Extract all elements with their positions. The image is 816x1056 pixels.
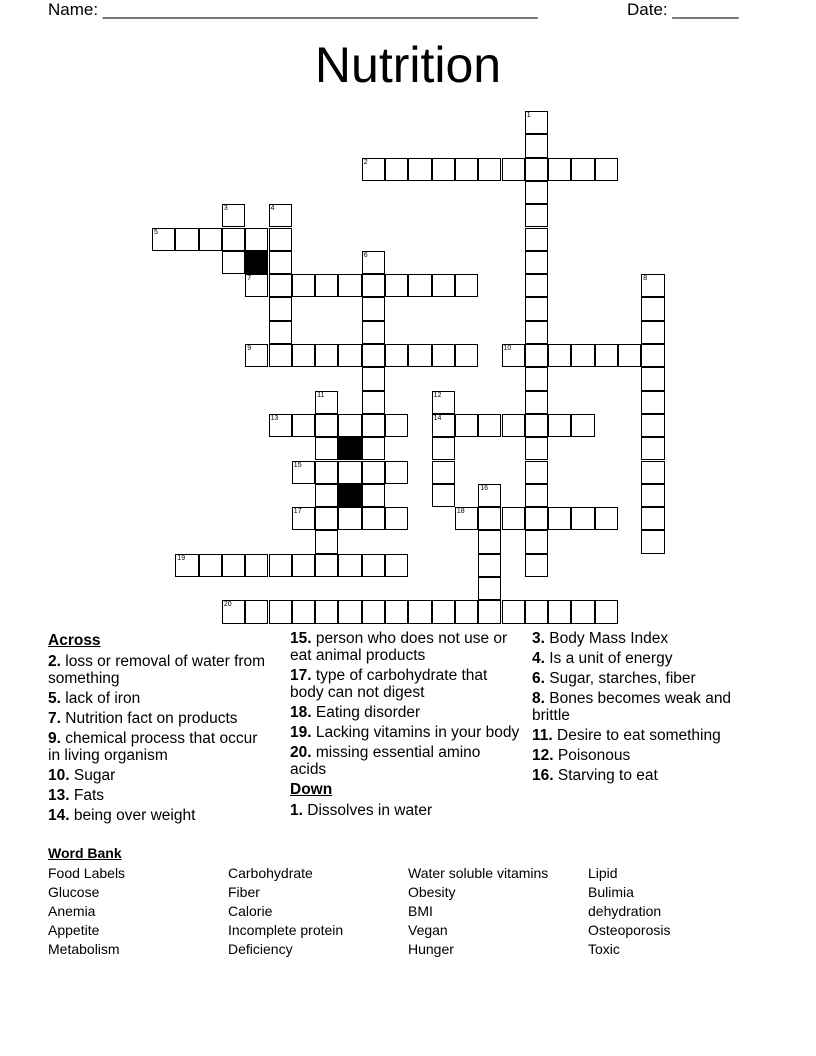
crossword-cell[interactable]	[222, 204, 245, 227]
crossword-cell[interactable]	[525, 484, 548, 507]
clue-item: 19. Lacking vitamins in your body	[290, 724, 520, 741]
crossword-cell[interactable]	[571, 414, 594, 437]
crossword-cell[interactable]	[525, 461, 548, 484]
crossword-cell[interactable]	[478, 484, 501, 507]
crossword-cell[interactable]	[455, 158, 478, 181]
crossword-cell[interactable]	[525, 228, 548, 251]
crossword-cell[interactable]	[525, 158, 548, 181]
crossword-cell[interactable]	[362, 414, 385, 437]
word-bank-item: Vegan	[408, 922, 448, 938]
crossword-cell[interactable]	[641, 507, 664, 530]
crossword-cell[interactable]	[269, 274, 292, 297]
crossword-cell[interactable]	[315, 484, 338, 507]
crossword-cell[interactable]	[385, 600, 408, 623]
crossword-cell[interactable]	[432, 158, 455, 181]
crossword-cell[interactable]	[571, 158, 594, 181]
crossword-cell[interactable]	[432, 484, 455, 507]
crossword-cell[interactable]	[525, 507, 548, 530]
word-bank-item: Bulimia	[588, 884, 634, 900]
clue-item: 10. Sugar	[48, 767, 116, 784]
crossword-cell[interactable]	[571, 344, 594, 367]
crossword-cell[interactable]	[362, 367, 385, 390]
crossword-cell[interactable]	[269, 228, 292, 251]
clue-item: 20. missing essential amino acids	[290, 744, 481, 778]
clue-number: 8	[643, 275, 648, 283]
clue-number: 12	[433, 391, 442, 399]
word-bank-item: Lipid	[588, 865, 618, 881]
crossword-cell[interactable]	[385, 274, 408, 297]
word-bank-item: Anemia	[48, 903, 96, 919]
clue-number: 2	[363, 158, 368, 166]
crossword-cell[interactable]	[338, 461, 361, 484]
clue-item: 7. Nutrition fact on products	[48, 710, 238, 727]
word-bank-item: Obesity	[408, 884, 456, 900]
clue-item: 11. Desire to eat something	[532, 727, 721, 744]
word-bank-item: Carbohydrate	[228, 865, 313, 881]
crossword-cell[interactable]	[222, 600, 245, 623]
word-bank-column	[588, 864, 670, 959]
clue-item: 2. loss or removal of water from something	[48, 653, 266, 687]
crossword-cell[interactable]	[525, 321, 548, 344]
crossword-cell[interactable]	[525, 344, 548, 367]
clue-number: 4	[270, 205, 275, 213]
clue-item: 6. Sugar, starches, fiber	[532, 670, 696, 687]
crossword-cell[interactable]	[315, 391, 338, 414]
crossword-cell[interactable]	[408, 158, 431, 181]
clue-item: 3. Body Mass Index	[532, 630, 669, 647]
crossword-cell[interactable]	[432, 414, 455, 437]
crossword-cell[interactable]	[385, 507, 408, 530]
crossword-cell[interactable]	[502, 507, 525, 530]
crossword-cell[interactable]	[548, 158, 571, 181]
crossword-cell[interactable]	[502, 600, 525, 623]
crossword-cell[interactable]	[315, 507, 338, 530]
crossword-cell[interactable]	[315, 344, 338, 367]
crossword-cell[interactable]	[152, 228, 175, 251]
crossword-cell[interactable]	[362, 344, 385, 367]
crossword-cell[interactable]	[548, 344, 571, 367]
crossword-cell[interactable]	[641, 297, 664, 320]
clue-number: 14	[433, 414, 442, 422]
crossword-cell[interactable]	[362, 507, 385, 530]
word-bank-column	[408, 864, 548, 959]
crossword-cell[interactable]	[525, 204, 548, 227]
crossword-cell[interactable]	[478, 600, 501, 623]
crossword-cell[interactable]	[641, 461, 664, 484]
clue-number: 6	[363, 251, 368, 259]
clue-number: 1	[526, 112, 531, 119]
crossword-cell[interactable]	[292, 461, 315, 484]
crossword-block	[338, 484, 361, 507]
crossword-cell[interactable]	[478, 530, 501, 553]
crossword-cell[interactable]	[432, 391, 455, 414]
crossword-cell[interactable]	[478, 414, 501, 437]
crossword-cell[interactable]	[245, 344, 268, 367]
clue-item: 1. Dissolves in water	[290, 802, 433, 819]
crossword-cell[interactable]	[245, 274, 268, 297]
crossword-cell[interactable]	[641, 530, 664, 553]
across-heading: Across	[48, 632, 101, 649]
word-bank-item: Deficiency	[228, 941, 293, 957]
crossword-cell[interactable]	[525, 554, 548, 577]
crossword-cell[interactable]	[525, 414, 548, 437]
crossword-cell[interactable]	[525, 530, 548, 553]
clue-number: 17	[293, 508, 302, 516]
clues-column-3	[532, 630, 762, 787]
clue-number: 13	[270, 414, 279, 422]
crossword-cell[interactable]	[362, 297, 385, 320]
crossword-cell[interactable]	[292, 600, 315, 623]
crossword-cell[interactable]	[478, 554, 501, 577]
crossword-cell[interactable]	[362, 251, 385, 274]
crossword-cell[interactable]	[385, 158, 408, 181]
crossword-cell[interactable]	[502, 414, 525, 437]
word-bank-item: Osteoporosis	[588, 922, 671, 938]
down-heading: Down	[290, 781, 333, 798]
crossword-cell[interactable]	[385, 461, 408, 484]
crossword-cell[interactable]	[338, 554, 361, 577]
crossword-cell[interactable]	[222, 554, 245, 577]
crossword-cell[interactable]	[595, 507, 618, 530]
crossword-cell[interactable]	[222, 228, 245, 251]
crossword-cell[interactable]	[338, 274, 361, 297]
crossword-cell[interactable]	[641, 344, 664, 367]
clue-item: 16. Starving to eat	[532, 767, 658, 784]
crossword-cell[interactable]	[222, 251, 245, 274]
word-bank-item: Appetite	[48, 922, 100, 938]
crossword-cell[interactable]	[175, 228, 198, 251]
clue-item: 12. Poisonous	[532, 747, 631, 764]
crossword-cell[interactable]	[338, 414, 361, 437]
crossword-block	[245, 251, 268, 274]
crossword-cell[interactable]	[641, 437, 664, 460]
crossword-cell[interactable]	[641, 414, 664, 437]
clue-number: 20	[223, 601, 232, 609]
word-bank-item: Toxic	[588, 941, 620, 957]
crossword-cell[interactable]	[245, 228, 268, 251]
crossword-cell[interactable]	[292, 554, 315, 577]
clue-item: 8. Bones becomes weak and brittle	[532, 690, 732, 724]
word-bank-item: Hunger	[408, 941, 454, 957]
crossword-cell[interactable]	[362, 484, 385, 507]
crossword-cell[interactable]	[455, 600, 478, 623]
crossword-cell[interactable]	[269, 297, 292, 320]
crossword-cell[interactable]	[362, 437, 385, 460]
crossword-cell[interactable]	[292, 507, 315, 530]
crossword-cell[interactable]	[548, 507, 571, 530]
crossword-cell[interactable]	[478, 577, 501, 600]
crossword-cell[interactable]	[525, 251, 548, 274]
crossword-cell[interactable]	[641, 391, 664, 414]
crossword-cell[interactable]	[595, 344, 618, 367]
crossword-cell[interactable]	[269, 251, 292, 274]
crossword-cell[interactable]	[525, 437, 548, 460]
crossword-cell[interactable]	[571, 507, 594, 530]
crossword-cell[interactable]	[455, 507, 478, 530]
crossword-cell[interactable]	[362, 391, 385, 414]
clue-number: 3	[223, 205, 228, 213]
word-bank-item: Fiber	[228, 884, 260, 900]
crossword-cell[interactable]	[408, 274, 431, 297]
crossword-cell[interactable]	[502, 158, 525, 181]
clue-number: 15	[293, 461, 302, 469]
clues-column-1	[48, 630, 273, 827]
crossword-cell[interactable]	[315, 274, 338, 297]
crossword-cell[interactable]	[525, 600, 548, 623]
crossword-cell[interactable]	[408, 344, 431, 367]
crossword-cell[interactable]	[502, 344, 525, 367]
crossword-cell[interactable]	[432, 437, 455, 460]
clue-number: 18	[456, 508, 465, 516]
clue-item: 15. person who does not use or eat animal products	[290, 630, 508, 664]
crossword-cell[interactable]	[338, 600, 361, 623]
clue-item: 4. Is a unit of energy	[532, 650, 673, 667]
crossword-cell[interactable]	[571, 600, 594, 623]
crossword-cell[interactable]	[362, 461, 385, 484]
crossword-cell[interactable]	[245, 600, 268, 623]
crossword-cell[interactable]	[641, 274, 664, 297]
crossword-cell[interactable]	[525, 274, 548, 297]
word-bank-item: Glucose	[48, 884, 100, 900]
crossword-cell[interactable]	[525, 111, 548, 134]
crossword-cell[interactable]	[269, 414, 292, 437]
crossword-cell[interactable]	[292, 274, 315, 297]
word-bank-column	[48, 864, 125, 959]
crossword-cell[interactable]	[478, 158, 501, 181]
clue-item: 18. Eating disorder	[290, 704, 421, 721]
crossword-cell[interactable]	[269, 600, 292, 623]
crossword-cell[interactable]	[269, 204, 292, 227]
clue-number: 19	[177, 554, 186, 562]
crossword-cell[interactable]	[432, 461, 455, 484]
clue-item: 9. chemical process that occur in living organism	[48, 730, 258, 764]
crossword-cell[interactable]	[362, 158, 385, 181]
crossword-cell[interactable]	[641, 484, 664, 507]
crossword-cell[interactable]	[338, 344, 361, 367]
clue-number: 11	[317, 391, 325, 399]
crossword-cell[interactable]	[385, 554, 408, 577]
crossword-cell[interactable]	[269, 554, 292, 577]
date-field[interactable]: Date: _______	[627, 0, 739, 19]
crossword-cell[interactable]	[455, 414, 478, 437]
crossword-cell[interactable]	[641, 367, 664, 390]
clue-number: 10	[503, 345, 512, 352]
crossword-cell[interactable]	[199, 228, 222, 251]
crossword-cell[interactable]	[618, 344, 641, 367]
page-title: Nutrition	[314, 37, 502, 93]
word-bank-item: Metabolism	[48, 941, 120, 957]
crossword-cell[interactable]	[315, 530, 338, 553]
crossword-cell[interactable]	[315, 414, 338, 437]
crossword-cell[interactable]	[199, 554, 222, 577]
crossword-cell[interactable]	[292, 414, 315, 437]
crossword-cell[interactable]	[525, 134, 548, 157]
crossword-cell[interactable]	[432, 344, 455, 367]
crossword-cell[interactable]	[385, 344, 408, 367]
word-bank-column	[228, 864, 343, 959]
word-bank-item: Incomplete protein	[228, 922, 344, 938]
crossword-cell[interactable]	[641, 321, 664, 344]
word-bank-item: BMI	[408, 903, 433, 919]
crossword-cell[interactable]	[595, 600, 618, 623]
crossword-cell[interactable]	[525, 391, 548, 414]
word-bank-item: Calorie	[228, 903, 273, 919]
crossword-cell[interactable]	[292, 344, 315, 367]
word-bank-title: Word Bank	[48, 845, 122, 861]
crossword-cell[interactable]	[408, 600, 431, 623]
crossword-cell[interactable]	[432, 274, 455, 297]
crossword-cell[interactable]	[455, 344, 478, 367]
clue-number: 5	[154, 228, 158, 236]
crossword-cell[interactable]	[362, 321, 385, 344]
crossword-block	[338, 437, 361, 460]
crossword-cell[interactable]	[432, 600, 455, 623]
crossword-cell[interactable]	[478, 507, 501, 530]
crossword-cell[interactable]	[315, 554, 338, 577]
crossword-cell[interactable]	[385, 414, 408, 437]
crossword-cell[interactable]	[362, 554, 385, 577]
crossword-cell[interactable]	[525, 367, 548, 390]
word-bank-item: dehydration	[588, 903, 662, 919]
crossword-cell[interactable]	[338, 507, 361, 530]
crossword-cell[interactable]	[315, 437, 338, 460]
word-bank-item: Food Labels	[48, 865, 126, 881]
crossword-cell[interactable]	[548, 414, 571, 437]
clues-column-2	[290, 630, 520, 822]
crossword-cell[interactable]	[548, 600, 571, 623]
crossword-cell[interactable]	[269, 344, 292, 367]
name-field[interactable]: Name: ______________________________________________	[48, 0, 538, 19]
clue-item: 5. lack of iron	[48, 690, 141, 707]
crossword-cell[interactable]	[362, 274, 385, 297]
crossword-cell[interactable]	[595, 158, 618, 181]
crossword-cell[interactable]	[362, 600, 385, 623]
clue-number: 16	[480, 484, 488, 492]
crossword-cell[interactable]	[315, 461, 338, 484]
clue-item: 14. being over weight	[48, 807, 196, 824]
crossword-cell[interactable]	[525, 181, 548, 204]
crossword-cell[interactable]	[269, 321, 292, 344]
clue-item: 13. Fats	[48, 787, 105, 804]
crossword-cell[interactable]	[525, 297, 548, 320]
crossword-cell[interactable]	[315, 600, 338, 623]
clue-number: 9	[247, 345, 252, 352]
word-bank-item: Water soluble vitamins	[408, 865, 549, 881]
crossword-cell[interactable]	[245, 554, 268, 577]
crossword-cell[interactable]	[455, 274, 478, 297]
clue-number: 7	[247, 275, 252, 283]
crossword-cell[interactable]	[175, 554, 198, 577]
clue-item: 17. type of carbohydrate that body can not digest	[290, 667, 488, 701]
